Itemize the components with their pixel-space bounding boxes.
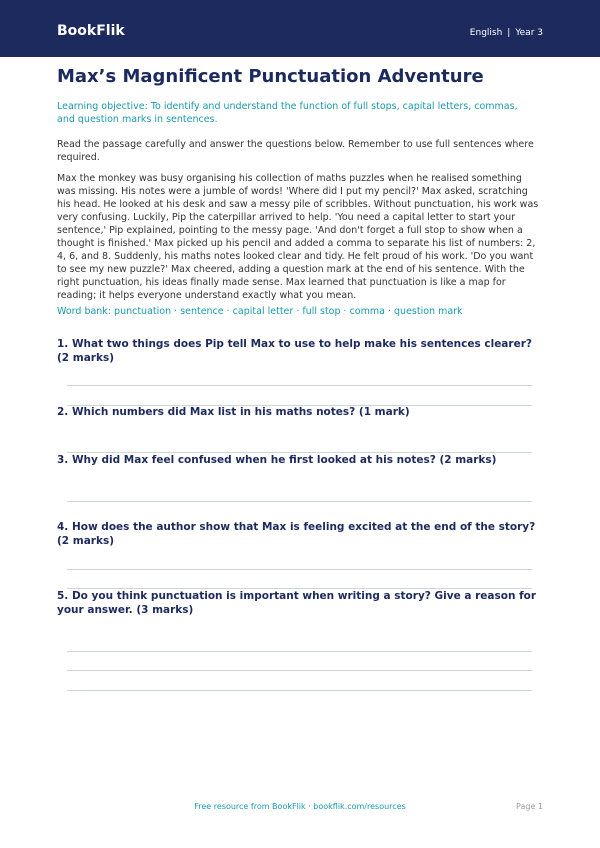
answer-line[interactable]: [67, 385, 532, 386]
question-1: 1. What two things does Pip tell Max to use to help make his sentences clearer? (2 marks): [57, 338, 532, 364]
answer-line[interactable]: [67, 569, 532, 570]
question-4: 4. How does the author show that Max is feeling excited at the end of the story? (2 marks): [57, 521, 536, 547]
answer-line[interactable]: [67, 670, 532, 671]
meta-divider: |: [507, 28, 511, 38]
reading-passage: Max the monkey was busy organising his collection of maths puzzles when he realised something was missing. His notes were a jumble of words! 'Where did I put my pencil?' Max asked, scratching his head. He looked at his desk and saw a messy pile of scribbles. Without punctuation, his work was very confusing. Luckily, Pip the caterpillar arrived to help. 'You need a capital letter to start your sentence,' Pip explained, pointing to the messy page. 'And don't forget a full stop to show when a thought is finished.' Max picked up his pencil and added a comma to separate his list of numbers: 2, 4, 6, and 8. Suddenly, his maths notes looked clear and tidy. He felt proud of his work. 'Do you want to see my new puzzle?' Max cheered, adding a question mark at the end of his sentence. With the right punctuation, his ideas finally made sense. Max learned that punctuation is like a map for reading; it helps everyone understand exactly what you mean.: [57, 173, 539, 301]
footer-link[interactable]: Free resource from BookFlik · bookflik.com/resources: [194, 802, 406, 811]
brand-logo-text[interactable]: BookFlik: [57, 23, 125, 39]
answer-line[interactable]: [67, 501, 532, 502]
question-2: 2. Which numbers did Max list in his maths notes? (1 mark): [57, 406, 410, 418]
question-5: 5. Do you think punctuation is important when writing a story? Give a reason for your answer. (3 marks): [57, 590, 537, 616]
subject-label: English: [469, 28, 503, 38]
page-header: [0, 0, 600, 57]
learning-objective: Learning objective: To identify and understand the function of full stops, capital letters, commas, and question marks in sentences.: [57, 101, 518, 125]
answer-line[interactable]: [67, 690, 532, 691]
instructions-text: Read the passage carefully and answer the questions below. Remember to use full sentences where required.: [57, 139, 534, 163]
answer-line[interactable]: [67, 651, 532, 652]
word-bank: Word bank: punctuation · sentence · capital letter · full stop · comma · question mark: [57, 306, 463, 317]
page-number: Page 1: [516, 802, 543, 811]
year-label: Year 3: [515, 28, 543, 38]
header-meta: [470, 28, 543, 38]
question-3: 3. Why did Max feel confused when he first looked at his notes? (2 marks): [57, 454, 497, 466]
page-title: Max’s Magnificent Punctuation Adventure: [57, 66, 484, 87]
